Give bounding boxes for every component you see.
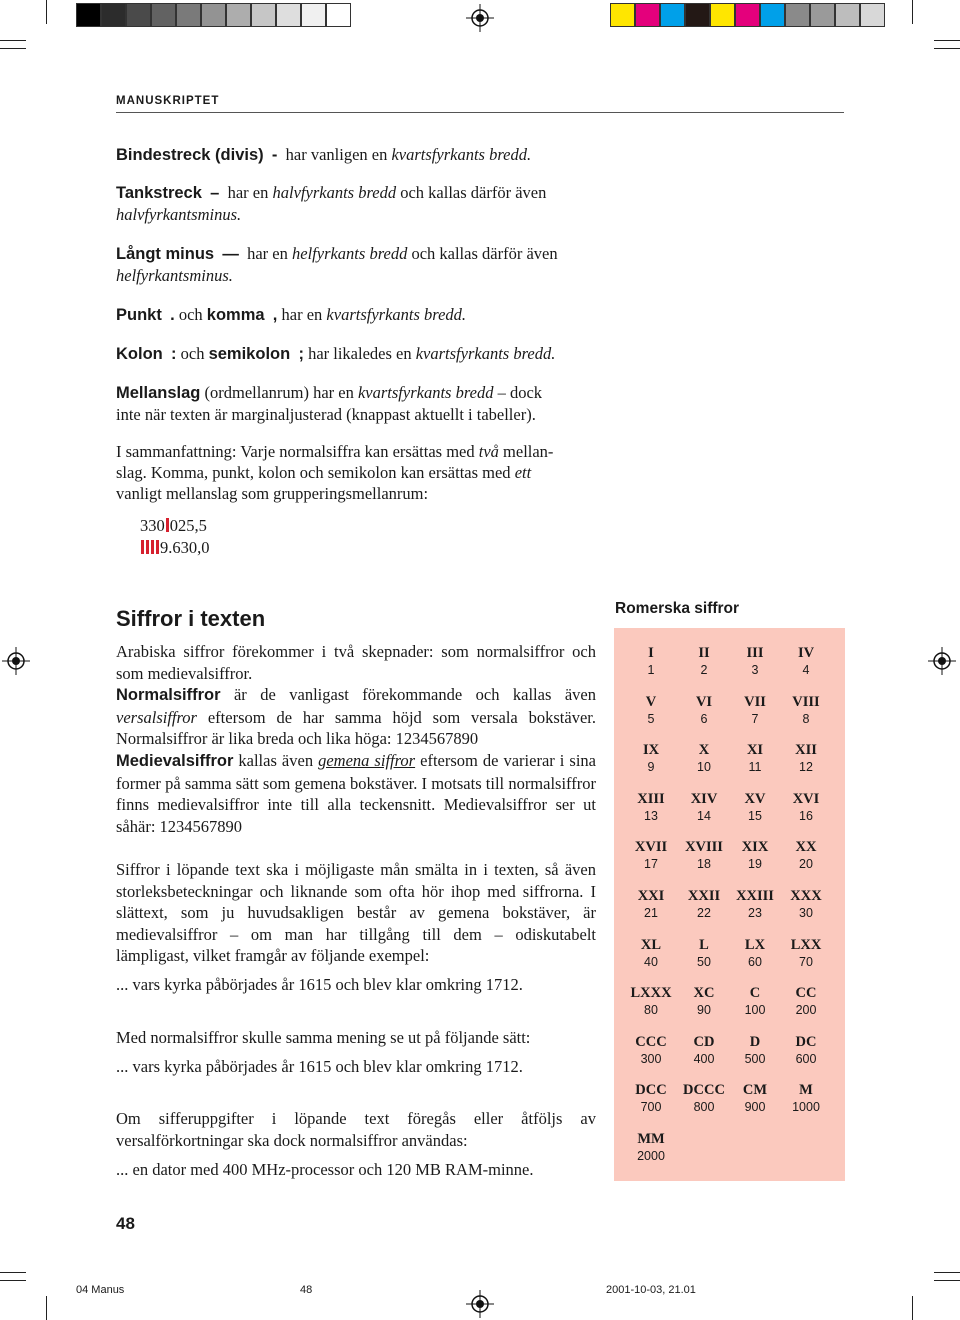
roman-numeral: XV	[744, 790, 766, 807]
roman-numeral: LXX	[790, 936, 822, 953]
arabic-value: 200	[795, 1003, 817, 1018]
arabic-value: 700	[640, 1100, 662, 1115]
arabic-value: 21	[644, 906, 658, 920]
roman-numeral: XXII	[687, 888, 721, 904]
roman-numeral: I	[648, 645, 654, 661]
arabic-value: 3	[751, 663, 759, 677]
kolon-line: Kolon : och semikolon ; har likaledes en kvartsfyrkants bredd.	[116, 344, 556, 363]
arabic-value: 10	[697, 760, 711, 775]
roman-numeral: DCCC	[683, 1082, 725, 1099]
spacing-examples	[140, 515, 210, 559]
arabic-value: 500	[744, 1051, 766, 1066]
color-swatch	[785, 3, 810, 27]
arabic-value: 15	[748, 808, 762, 823]
roman-cell	[726, 839, 784, 872]
arabic-value: 2	[700, 663, 708, 677]
arabic-value: 18	[697, 857, 711, 872]
roman-cell	[622, 839, 680, 872]
arabic-value: 50	[697, 954, 711, 969]
roman-cell	[622, 1034, 680, 1067]
arabic-value: 90	[697, 1003, 711, 1018]
roman-numeral: XI	[746, 742, 764, 759]
roman-cell	[622, 791, 680, 824]
arabic-value: 14	[697, 808, 711, 823]
roman-cell	[675, 888, 733, 921]
gray-swatch	[151, 3, 176, 27]
gray-swatch	[301, 3, 326, 27]
roman-numeral: CCC	[635, 1033, 667, 1050]
roman-cell	[777, 1082, 835, 1115]
roman-cell	[726, 791, 784, 824]
arabic-value: 30	[799, 906, 813, 920]
section-heading: Siffror i texten	[116, 606, 266, 631]
roman-numeral: CD	[693, 1033, 715, 1050]
example-line: ... vars kyrka påbörjades år 1615 och blev klar omkring 1712.	[116, 1057, 523, 1076]
gray-swatch	[101, 3, 126, 27]
roman-cell	[675, 985, 733, 1018]
roman-numeral-table	[614, 628, 845, 1181]
roman-numeral: LX	[744, 936, 766, 953]
color-swatch	[835, 3, 860, 27]
spacing-example-1: 330 025,5	[140, 516, 207, 535]
roman-numeral: XVI	[792, 790, 820, 807]
roman-cell	[622, 1082, 680, 1115]
slug-date: 2001-10-03, 21.01	[606, 1284, 696, 1296]
color-swatch	[860, 3, 885, 27]
arabic-value: 13	[644, 808, 658, 823]
roman-cell	[726, 742, 784, 775]
roman-cell	[675, 937, 733, 970]
roman-numeral: XC	[693, 985, 715, 1002]
arabic-value: 5	[647, 711, 655, 726]
space-marker	[166, 518, 169, 532]
roman-cell	[777, 937, 835, 970]
roman-cell	[726, 1082, 784, 1115]
roman-cell	[622, 1131, 680, 1164]
arabic-value: 11	[748, 760, 762, 775]
roman-numeral: XXI	[637, 888, 665, 904]
example-line: ... en dator med 400 MHz-processor och 120 MB RAM-minne.	[116, 1160, 534, 1179]
arabic-value: 12	[799, 760, 813, 775]
paragraph: Normalsiffror är de vanligast förekommande och kallas även versalsiffror eftersom de har samma höjd som versala bokstäver. Normalsiffror är lika breda och lika höga: 1234567890	[116, 685, 596, 749]
slug-page: 48	[300, 1284, 313, 1296]
roman-numeral: XL	[640, 936, 662, 953]
roman-cell	[622, 742, 680, 775]
roman-cell	[726, 888, 784, 921]
roman-cell	[675, 1034, 733, 1067]
arabic-value: 80	[644, 1003, 658, 1018]
roman-numeral: X	[698, 742, 710, 759]
roman-numeral: XII	[795, 742, 817, 759]
arabic-value: 300	[640, 1051, 662, 1066]
color-swatch	[760, 3, 785, 27]
arabic-value: 6	[700, 711, 708, 726]
color-swatch	[710, 3, 735, 27]
arabic-value: 23	[748, 906, 762, 920]
roman-numeral: II	[698, 645, 710, 661]
roman-numeral: CC	[795, 985, 817, 1002]
roman-numeral: XIV	[690, 790, 718, 807]
punkt-line: Punkt . och komma , har en kvartsfyrkants bredd.	[116, 305, 467, 324]
roman-numeral: IV	[797, 645, 815, 661]
roman-numeral: LXXX	[630, 985, 672, 1002]
roman-cell	[777, 742, 835, 775]
roman-cell	[777, 694, 835, 727]
roman-numeral: D	[749, 1033, 761, 1050]
color-swatch	[635, 3, 660, 27]
roman-cell	[726, 645, 784, 678]
paragraph: Om sifferuppgifter i löpande text föregås eller åtföljs av versalförkortningar ska dock normalsiffror användas:	[116, 1109, 596, 1150]
space-marker	[156, 540, 159, 554]
gray-swatch	[276, 3, 301, 27]
arabic-value: 20	[799, 857, 813, 872]
color-swatch	[810, 3, 835, 27]
sidebar-title: Romerska siffror	[615, 600, 740, 617]
arabic-value: 17	[644, 857, 658, 872]
space-marker	[146, 540, 149, 554]
roman-cell	[622, 694, 680, 727]
roman-numeral: DC	[795, 1033, 817, 1050]
example-line: ... vars kyrka påbörjades år 1615 och blev klar omkring 1712.	[116, 975, 523, 994]
roman-numeral: C	[749, 985, 761, 1002]
registration-mark-icon	[928, 647, 956, 675]
arabic-value: 19	[748, 857, 762, 872]
arabic-value: 600	[795, 1051, 817, 1066]
paragraph: Medievalsiffror kallas även gemena siffror eftersom de varierar i sina former på samma sätt som gemena bokstäver. I motsats till normalsiffror finns medievalsiffror inte till alla teckensnitt. Medievalsiffror ser ut såhär: 1234567890	[116, 750, 596, 836]
arabic-value: 22	[697, 906, 711, 920]
roman-cell	[726, 1034, 784, 1067]
siffror-body	[116, 641, 596, 837]
color-swatch	[685, 3, 710, 27]
arabic-value: 2000	[637, 1149, 665, 1163]
roman-numeral: DCC	[635, 1082, 667, 1099]
roman-numeral: VIII	[792, 693, 820, 710]
header-rule	[116, 112, 844, 113]
registration-mark-icon	[466, 4, 494, 32]
roman-cell	[777, 645, 835, 678]
roman-numeral: XX	[795, 839, 817, 856]
mellanslag-paragraph: Mellanslag (ordmellanrum) har en kvartsfyrkants bredd – dock inte när texten är marginaljusterad (knappast aktuellt i tabeller).	[116, 383, 543, 424]
roman-cell	[675, 694, 733, 727]
roman-cell	[777, 791, 835, 824]
color-swatch	[660, 3, 685, 27]
roman-cell	[622, 888, 680, 921]
spacing-example-2: 9.630,0	[140, 537, 210, 559]
roman-numeral: L	[699, 936, 709, 953]
gray-swatch	[326, 3, 351, 27]
arabic-value: 16	[799, 808, 813, 823]
roman-numeral: XIII	[637, 790, 665, 807]
roman-cell	[675, 742, 733, 775]
arabic-value: 100	[744, 1003, 766, 1018]
roman-cell	[777, 839, 835, 872]
registration-mark-icon	[466, 1290, 494, 1318]
roman-numeral: MM	[637, 1131, 665, 1147]
roman-cell	[675, 791, 733, 824]
roman-numeral: VI	[695, 693, 713, 710]
color-swatch	[735, 3, 760, 27]
roman-numeral: V	[645, 693, 657, 710]
arabic-value: 9	[647, 760, 655, 775]
arabic-value: 1000	[792, 1100, 820, 1115]
arabic-value: 60	[748, 954, 762, 969]
gray-swatch	[251, 3, 276, 27]
roman-numeral: CM	[742, 1082, 768, 1099]
roman-numeral: III	[746, 645, 764, 661]
arabic-value: 900	[744, 1100, 766, 1115]
roman-numeral: XVII	[634, 839, 668, 856]
roman-numeral: XXX	[790, 888, 822, 904]
roman-cell	[726, 694, 784, 727]
roman-numeral: M	[799, 1082, 813, 1099]
gray-swatch	[226, 3, 251, 27]
arabic-value: 4	[802, 663, 810, 677]
bindestreck-line: Bindestreck (divis) - har vanligen en kvartsfyrkants bredd.	[116, 145, 532, 164]
gray-swatch	[201, 3, 226, 27]
roman-cell	[777, 1034, 835, 1067]
arabic-value: 400	[693, 1051, 715, 1066]
roman-numeral: IX	[642, 742, 660, 759]
paragraph: Siffror i löpande text ska i möjligaste mån smälta in i texten, så även storleksbeteckningar och liknande som ofta hör ihop med siffrorna. I slättext, som ju huvudsakligen består av gemena bokstäver, är medievalsiffror – om man har tillgång till dem – odiskutabelt lämpligast, vilket framgår av följande exempel:	[116, 860, 596, 966]
langt-minus-line: Långt minus — har en helfyrkants bredd och kallas därför även helfyrkantsminus.	[116, 244, 558, 285]
paragraph: Arabiska siffror förekommer i två skepnader: som normalsiffror och som medievalsiffror.	[116, 642, 596, 683]
roman-cell	[675, 645, 733, 678]
roman-numeral: XIX	[741, 839, 769, 856]
roman-numeral: XXIII	[736, 888, 774, 904]
arabic-value: 7	[751, 711, 759, 726]
space-marker	[151, 540, 154, 554]
summary-paragraph: I sammanfattning: Varje normalsiffra kan ersättas med två mellan- slag. Komma, punkt, kolon och semikolon kan ersättas med ett vanligt mellanslag som grupperingsmellanrum:	[116, 442, 554, 503]
tankstreck-line: Tankstreck – har en halvfyrkants bredd och kallas därför även halvfyrkantsminus.	[116, 183, 547, 224]
arabic-value: 70	[799, 954, 813, 969]
roman-cell	[675, 1082, 733, 1115]
roman-cell	[777, 888, 835, 921]
arabic-value: 1	[647, 663, 655, 677]
color-swatch	[610, 3, 635, 27]
gray-swatch	[76, 3, 101, 27]
page-number: 48	[116, 1214, 135, 1233]
roman-cell	[622, 937, 680, 970]
slug-file: 04 Manus	[76, 1284, 125, 1296]
gray-swatch	[126, 3, 151, 27]
arabic-value: 40	[644, 954, 658, 969]
roman-numeral: VII	[744, 693, 766, 710]
arabic-value: 8	[802, 711, 810, 726]
roman-cell	[622, 985, 680, 1018]
roman-cell	[622, 645, 680, 678]
roman-cell	[675, 839, 733, 872]
running-header: MANUSKRIPTET	[116, 95, 220, 107]
roman-cell	[726, 937, 784, 970]
registration-mark-icon	[2, 647, 30, 675]
roman-cell	[726, 985, 784, 1018]
arabic-value: 800	[693, 1100, 715, 1115]
roman-numeral: XVIII	[685, 839, 723, 856]
gray-swatch	[176, 3, 201, 27]
paragraph: Med normalsiffror skulle samma mening se ut på följande sätt:	[116, 1028, 531, 1047]
roman-cell	[777, 985, 835, 1018]
space-marker	[141, 540, 144, 554]
